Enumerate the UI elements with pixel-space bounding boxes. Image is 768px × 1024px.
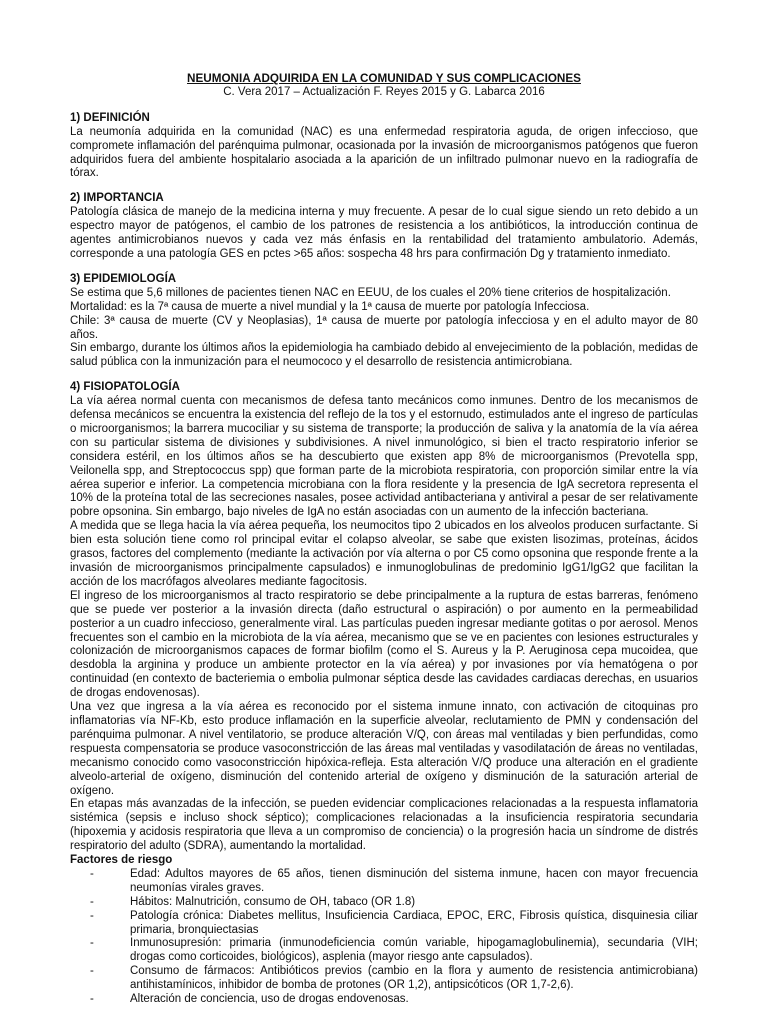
paragraph: Chile: 3ª causa de muerte (CV y Neoplasias), 1ª causa de muerte por patología infecciosa y en el adulto mayor de 80 años. xyxy=(70,314,698,341)
document-title: NEUMONIA ADQUIRIDA EN LA COMUNIDAD Y SUS COMPLICACIONES xyxy=(187,72,581,85)
document-subtitle: C. Vera 2017 – Actualización F. Reyes 2015 y G. Labarca 2016 xyxy=(223,85,545,98)
paragraph: El ingreso de los microorganismos al tracto respiratorio se debe principalmente a la ruptura de estas barreras, fenómeno que se puede ver posterior a la invasión directa (daño estructural o aspiración) o por aumento en la permeabilidad posterior a un cuadro infeccioso, generalmente viral. Las partículas pueden ingresar mediante gotitas o por aerosol. Menos frecuentes son el cambio en la microbiota de la vía aérea, mecanismo que se ve en pacientes con lesiones estructurales y colonización de microorganismos capaces de formar biofilm (como el S. Aureus y la P. Aeruginosa cepa mucoidea, que desdobla la arginina y produce un ambiente protector en la vía aérea) y por invasiones por vía hematógena o por continuidad (en contexto de bacteriemia o embolia pulmonar séptica desde las cavidades cardiacas derechas, en usuarios de drogas endovenosas). xyxy=(70,589,698,700)
section-importancia xyxy=(70,192,698,262)
bullet-dash: - xyxy=(90,867,94,880)
section-fisiopatologia xyxy=(70,381,698,1007)
list-item xyxy=(90,937,698,965)
section-epidemiologia xyxy=(70,273,698,370)
paragraph: Sin embargo, durante los últimos años la epidemiologia ha cambiado debido al envejecimiento de la población, medidas de salud pública con la inmunización para el neumococo y el desarrollo de resistencia antimicrobiana. xyxy=(70,342,698,369)
list-item xyxy=(90,896,698,910)
paragraph: Una vez que ingresa a la vía aérea es reconocido por el sistema inmune innato, con activación de citoquinas pro inflamatorias vía NF-Kb, esto produce inflamación en la superficie alveolar, reclutamiento de PMN y condensación del parénquima pulmonar. A nivel ventilatorio, se produce alteración V/Q, con áreas mal ventiladas y bien perfundidas, como respuesta compensatoria se produce vasoconstricción de las áreas mal ventiladas y vasodilatación de áreas no ventiladas, mecanismo conocido como vasoconstricción hipóxica-refleja. Esta alteración V/Q produce una alteración en el gradiente alveolo-arterial de oxígeno, disminución del contenido arterial de oxígeno y disminución de la saturación arterial de oxígeno. xyxy=(70,701,698,797)
list-item-text: Patología crónica: Diabetes mellitus, Insuficiencia Cardiaca, EPOC, ERC, Fibrosis quística, disquinesia ciliar primaria, bronquiectasias xyxy=(130,909,698,936)
risk-factors-heading: Factores de riesgo xyxy=(70,854,173,867)
paragraph: Mortalidad: es la 7ª causa de muerte a nivel mundial y la 1ª causa de muerte por patología Infecciosa. xyxy=(70,300,590,313)
section-definicion xyxy=(70,112,698,182)
list-item-text: Alteración de conciencia, uso de drogas endovenosas. xyxy=(130,993,409,1006)
bullet-dash: - xyxy=(90,937,94,950)
list-item xyxy=(90,965,698,993)
list-item xyxy=(90,910,698,938)
paragraph: La vía aérea normal cuenta con mecanismos de defesa tanto mecánicos como inmunes. Dentro de los mecanismos de defensa mecánicos se encuentra la existencia del reflejo de la tos y el estornudo, estimulados ante el ingreso de partículas o microorganismos; la barrera mucociliar y su sistema de transporte; la producción de saliva y la anatomía de la vía aérea con su particular sistema de divisiones y subdivisiones. A nivel inmunológico, si bien el tracto respiratorio inferior se considera estéril, en los últimos años se ha descubierto que existen app 8% de microorganismos (Prevotella spp, Veilonella spp, and Streptococcus spp) que forman parte de la microbiota respiratoria, con proporción similar entre la vía aérea superior e inferior. La competencia microbiana con la flora residente y la presencia de IgA secretora representa el 10% de la proteína total de las secreciones nasales, posee actividad antibacteriana y antiviral a pesar de ser relativamente pobre opsonina. Sin embargo, bajo niveles de IgA no están asociadas con un aumento de la infección bacteriana. xyxy=(70,395,698,519)
paragraph: Patología clásica de manejo de la medicina interna y muy frecuente. A pesar de lo cual sigue siendo un reto debido a un espectro mayor de patógenos, el cambio de los patrones de resistencia a los antibióticos, la introducción continua de agentes antimicrobianos nuevos y cada vez más énfasis en la rentabilidad del tratamiento ambulatorio. Además, corresponde a una patología GES en pctes >65 años: sospecha 48 hrs para confirmación Dg y tratamiento inmediato. xyxy=(70,206,698,260)
list-item-text: Edad: Adultos mayores de 65 años, tienen disminución del sistema inmune, hacen con mayor frecuencia neumonías virales graves. xyxy=(130,867,698,894)
paragraph: La neumonía adquirida en la comunidad (NAC) es una enfermedad respiratoria aguda, de origen infeccioso, que compromete inflamación del parénquima pulmonar, ocasionada por la invasión de microorganismos patógenos que fueron adquiridos fuera del ambiente hospitalario asociada a la aparición de un infiltrado pulmonar nuevo en la radiografía de tórax. xyxy=(70,125,698,180)
list-item-text: Consumo de fármacos: Antibióticos previos (cambio en la flora y aumento de resistencia antimicrobiana) antihistamínicos, inhibidor de bomba de protones (OR 1,2), antipsicóticos (OR 1,7-2,6). xyxy=(130,965,698,992)
risk-factors-list xyxy=(70,868,698,1007)
section-heading: 4) FISIOPATOLOGÍA xyxy=(70,381,180,394)
bullet-dash: - xyxy=(90,993,94,1006)
section-heading: 2) IMPORTANCIA xyxy=(70,192,164,205)
list-item xyxy=(90,868,698,896)
list-item-text: Hábitos: Malnutrición, consumo de OH, tabaco (OR 1.8) xyxy=(130,895,416,908)
bullet-dash: - xyxy=(90,909,94,922)
bullet-dash: - xyxy=(90,895,94,908)
list-item xyxy=(90,993,698,1007)
paragraph: Se estima que 5,6 millones de pacientes tienen NAC en EEUU, de los cuales el 20% tiene criterios de hospitalización. xyxy=(70,286,671,299)
paragraph: A medida que se llega hacia la vía aérea pequeña, los neumocitos tipo 2 ubicados en los alveolos producen surfactante. Si bien esta solución tiene como rol principal evitar el colapso alveolar, se sabe que existen lisozimas, proteínas, ácidos grasos, factores del complemento (mediante la activación por vía alterna o por C5 como opsonina que responde frente a la invasión de microorganismos principalmente capsulados) e inmunoglobulinas de predominio IgG1/IgG2 que facilitan la acción de los macrófagos alveolares mediante fagocitosis. xyxy=(70,520,698,588)
section-heading: 3) EPIDEMIOLOGÍA xyxy=(70,272,177,285)
paragraph: En etapas más avanzadas de la infección, se pueden evidenciar complicaciones relacionadas a la respuesta inflamatoria sistémica (sepsis e incluso shock séptico); complicaciones relacionadas a la insuficiencia respiratoria secundaria (hipoxemia y acidosis respiratoria que lleva a un compromiso de conciencia) o la progresión hacia un síndrome de distrés respiratorio del adulto (SDRA), aumentando la mortalidad. xyxy=(70,798,698,853)
list-item-text: Inmunosupresión: primaria (inmunodeficiencia común variable, hipogamaglobulinemia), secundaria (VIH; drogas como corticoides, biológicos), asplenia (mayor riesgo ante capsulados). xyxy=(130,937,698,964)
bullet-dash: - xyxy=(90,965,94,978)
section-heading: 1) DEFINICIÓN xyxy=(70,111,150,124)
